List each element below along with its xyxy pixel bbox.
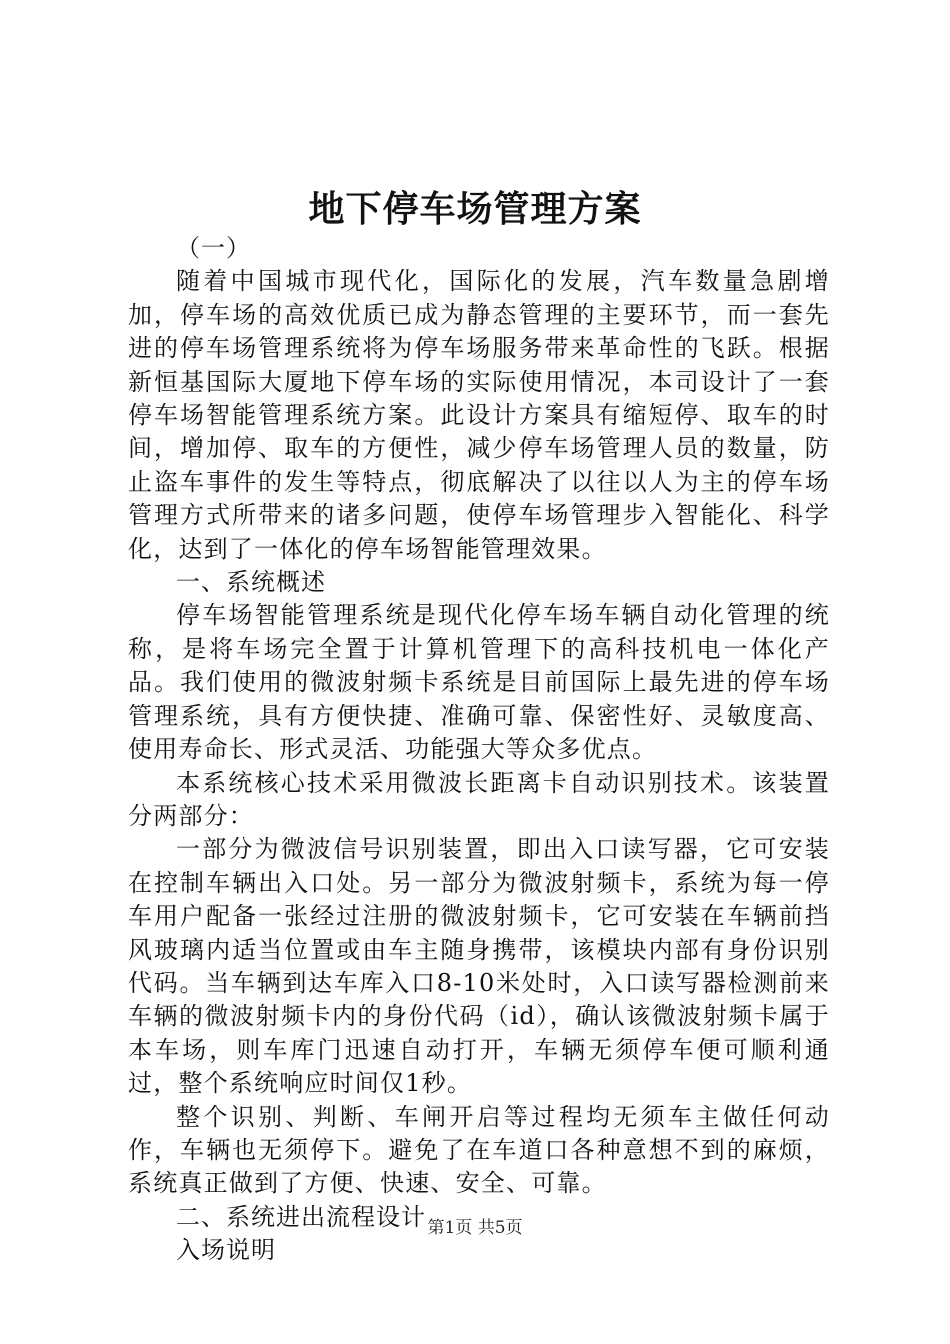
- page-title: 地下停车场管理方案: [308, 188, 642, 230]
- section-heading-flow: 二、系统进出流程设计: [176, 1202, 426, 1231]
- paragraph-overview: 停车场智能管理系统是现代化停车场车辆自动化管理的统称，是将车场完全置于计算机管理下的高科技机电一体化产品。我们使用的微波射频卡系统是目前国际上最先进的停车场管理系统，具有方便快捷、准确可靠、保密性好、灵敏度高、使用寿命长、形式灵活、功能强大等众多优点。: [128, 601, 830, 764]
- section-heading-1: （一）: [176, 234, 251, 262]
- paragraph-components: 一部分为微波信号识别装置，即出入口读写器，它可安装在控制车辆出入口处。另一部分为微波射频卡，系统为每一停车用户配备一张经过注册的微波射频卡，它可安装在车辆前挡风玻璃内适当位置或由车主随身携带，该模块内部有身份识别代码。当车辆到达车库入口8-10米处时，入口读写器检测前来车辆的微波射频卡内的身份代码（id），确认该微波射频卡属于本车场，则车库门迅速自动打开，车辆无须停车便可顺利通过，整个系统响应时间仅1秒。: [128, 835, 830, 1098]
- page-number-footer: 第1页 共5页: [427, 1218, 523, 1238]
- paragraph-intro: 随着中国城市现代化，国际化的发展，汽车数量急剧增加，停车场的高效优质已成为静态管理的主要环节，而一套先进的停车场管理系统将为停车场服务带来革命性的飞跃。根据新恒基国际大厦地下停车场的实际使用情况，本司设计了一套停车场智能管理系统方案。此设计方案具有缩短停、取车的时间，增加停、取车的方便性，减少停车场管理人员的数量，防止盗车事件的发生等特点，彻底解决了以往以人为主的停车场管理方式所带来的诸多问题，使停车场管理步入智能化、科学化，达到了一体化的停车场智能管理效果。: [128, 267, 830, 563]
- document-body: [128, 232, 830, 1268]
- section-heading-entry: 入场说明: [176, 1236, 276, 1265]
- paragraph-process: 整个识别、判断、车闸开启等过程均无须车主做任何动作，车辆也无须停下。避免了在车道口各种意想不到的麻烦，系统真正做到了方便、快速、安全、可靠。: [128, 1102, 830, 1198]
- paragraph-core-tech: 本系统核心技术采用微波长距离卡自动识别技术。该装置分两部分：: [128, 768, 830, 830]
- section-heading-overview: 一、系统概述: [176, 568, 326, 597]
